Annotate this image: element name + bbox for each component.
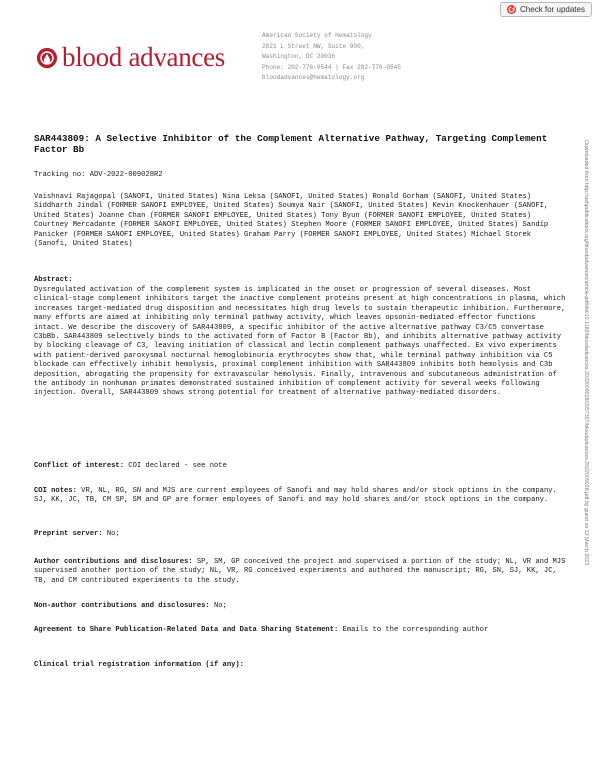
agree-value: Emails to the corresponding author (342, 626, 489, 634)
check-for-updates-button[interactable] (500, 2, 592, 17)
data-sharing-statement (34, 626, 566, 635)
abstract-heading: Abstract: (34, 276, 73, 284)
article-title: SAR443809: A Selective Inhibitor of the Complement Alternative Pathway, Targeting Complement Factor Bb (34, 133, 548, 155)
preprint-value: No; (106, 530, 120, 538)
address-line: bloodadvances@hematology.org (262, 74, 365, 81)
preprint-label: Preprint server: (34, 530, 103, 538)
address-line: 2021 L Street NW, Suite 900, (262, 42, 365, 50)
journal-logo (36, 44, 225, 71)
agree-label: Agreement to Share Publication-Related Data and Data Sharing Statement: (34, 626, 339, 634)
conflict-of-interest (34, 462, 566, 471)
address-line: Washington, DC 20036 (262, 53, 336, 60)
download-watermark (579, 140, 589, 640)
non-author-contributions (34, 602, 566, 611)
abstract-text: Dysregulated activation of the complement system is implicated in the onset or progression of several diseases. Most clinical-stage complement inhibitors target the inactive complement proteins present at high concentrations in plasma, which increases target-mediated drug disposition and necessitates high drug levels to sustain therapeutic inhibition. Furthermore, many efforts are aimed at inhibiting only terminal pathway activity, which leaves opsonin-mediated effector functions intact. We describe the discovery of SAR443809, a specific inhibitor of the active alternative pathway C3/C5 convertase C3bBb. SAR443809 selectively binds to the activated form of Factor B (Factor Bb), and inhibits alternative pathway activity by blocking cleavage of C3, leaving initiation of classical and lectin complement pathways unaffected. Ex vivo experiments with patient-derived paroxysmal nocturnal hemoglobinuria erythrocytes show that, while terminal pathway inhibition via C5 blockade can effectively inhibit hemolysis, proximal complement inhibition with SAR443809 inhibits both hemolysis and C3b deposition, abrogating the propensity for extravascular hemolysis. Finally, intravenous and subcutaneous administration of the antibody in nonhuman primates demonstrated sustained inhibition of complement activity for several weeks following injection. Overall, SAR443809 shows strong potential for treatment of alternative pathway-mediated disorders. (34, 286, 566, 398)
author-contributions (34, 558, 566, 586)
address-line: Phone: 202-776-0544 | Fax 202-776-0545 (262, 63, 401, 71)
preprint-server (34, 530, 566, 539)
coi-value: COI declared - see note (128, 462, 227, 470)
coi-notes-value: VR, NL, RG, SN and MJS are current employees of Sanofi and may hold shares and/or stock options in the company. SJ, KK, JC, TB, CM SP, SM and GP are former employees of Sanofi and may hold shares and/or stock options in the company. (34, 487, 557, 505)
tracking-number: Tracking no: ADV-2022-009028R2 (34, 171, 163, 179)
check-for-updates-label: Check for updates (520, 5, 585, 14)
coi-notes-label: COI notes: (34, 487, 77, 495)
blood-drop-logo-icon (36, 47, 58, 69)
publisher-address (262, 31, 401, 84)
clinical-trial-registration (34, 661, 566, 670)
trial-label: Clinical trial registration information (if any): (34, 661, 244, 669)
address-line: American Society of Hematology (262, 32, 372, 39)
refresh-icon (507, 5, 516, 14)
download-watermark-text: Downloaded from http://ashpublications.org/bloodadvances/article-pdf/doi/10.1182/bloodadvances.2022009028/2057357/bloodadvances.2022009028.pdf by guest on 12 March 2023 (583, 140, 589, 566)
noncontrib-label: Non-author contributions and disclosures: (34, 602, 210, 610)
coi-notes (34, 487, 566, 506)
contrib-value: SP, SM, GP conceived the project and supervised a portion of the study; NL, VR and MJS supervised another portion of the study; NL, VR, RG conceived experiments and authored the manuscript; RG, SN, SJ, KK, JC, TB, and CM contributed experiments to the study. (34, 558, 566, 585)
logo-text: blood advances (62, 42, 225, 72)
author-list: Vaishnavi Rajagopal (SANOFI, United States) Nina Leksa (SANOFI, United States) Ronald Gorham (SANOFI, United States) Siddharth Jindal (FORMER SANOFI EMPLOYEE, United States) Soumya Nair (SANOFI, United States) Kevin Knockenhauer (SANOFI, United States) Joanne Chan (FORMER SANOFI EMPLOYEE, United States) Tony Byun (FORMER SANOFI EMPLOYEE, United States) Courtney Mercadante (FORMER SANOFI EMPLOYEE, United States) Stephen Moore (FORMER SANOFI EMPLOYEE, United States) Sandip Panicker (FORMER SANOFI EMPLOYEE, United States) Graham Parry (FORMER SANOFI EMPLOYEE, United States) Michael Storek (Sanofi, United States) (34, 193, 549, 249)
coi-label: Conflict of interest: (34, 462, 124, 470)
noncontrib-value: No; (214, 602, 227, 610)
contrib-label: Author contributions and disclosures: (34, 558, 193, 566)
